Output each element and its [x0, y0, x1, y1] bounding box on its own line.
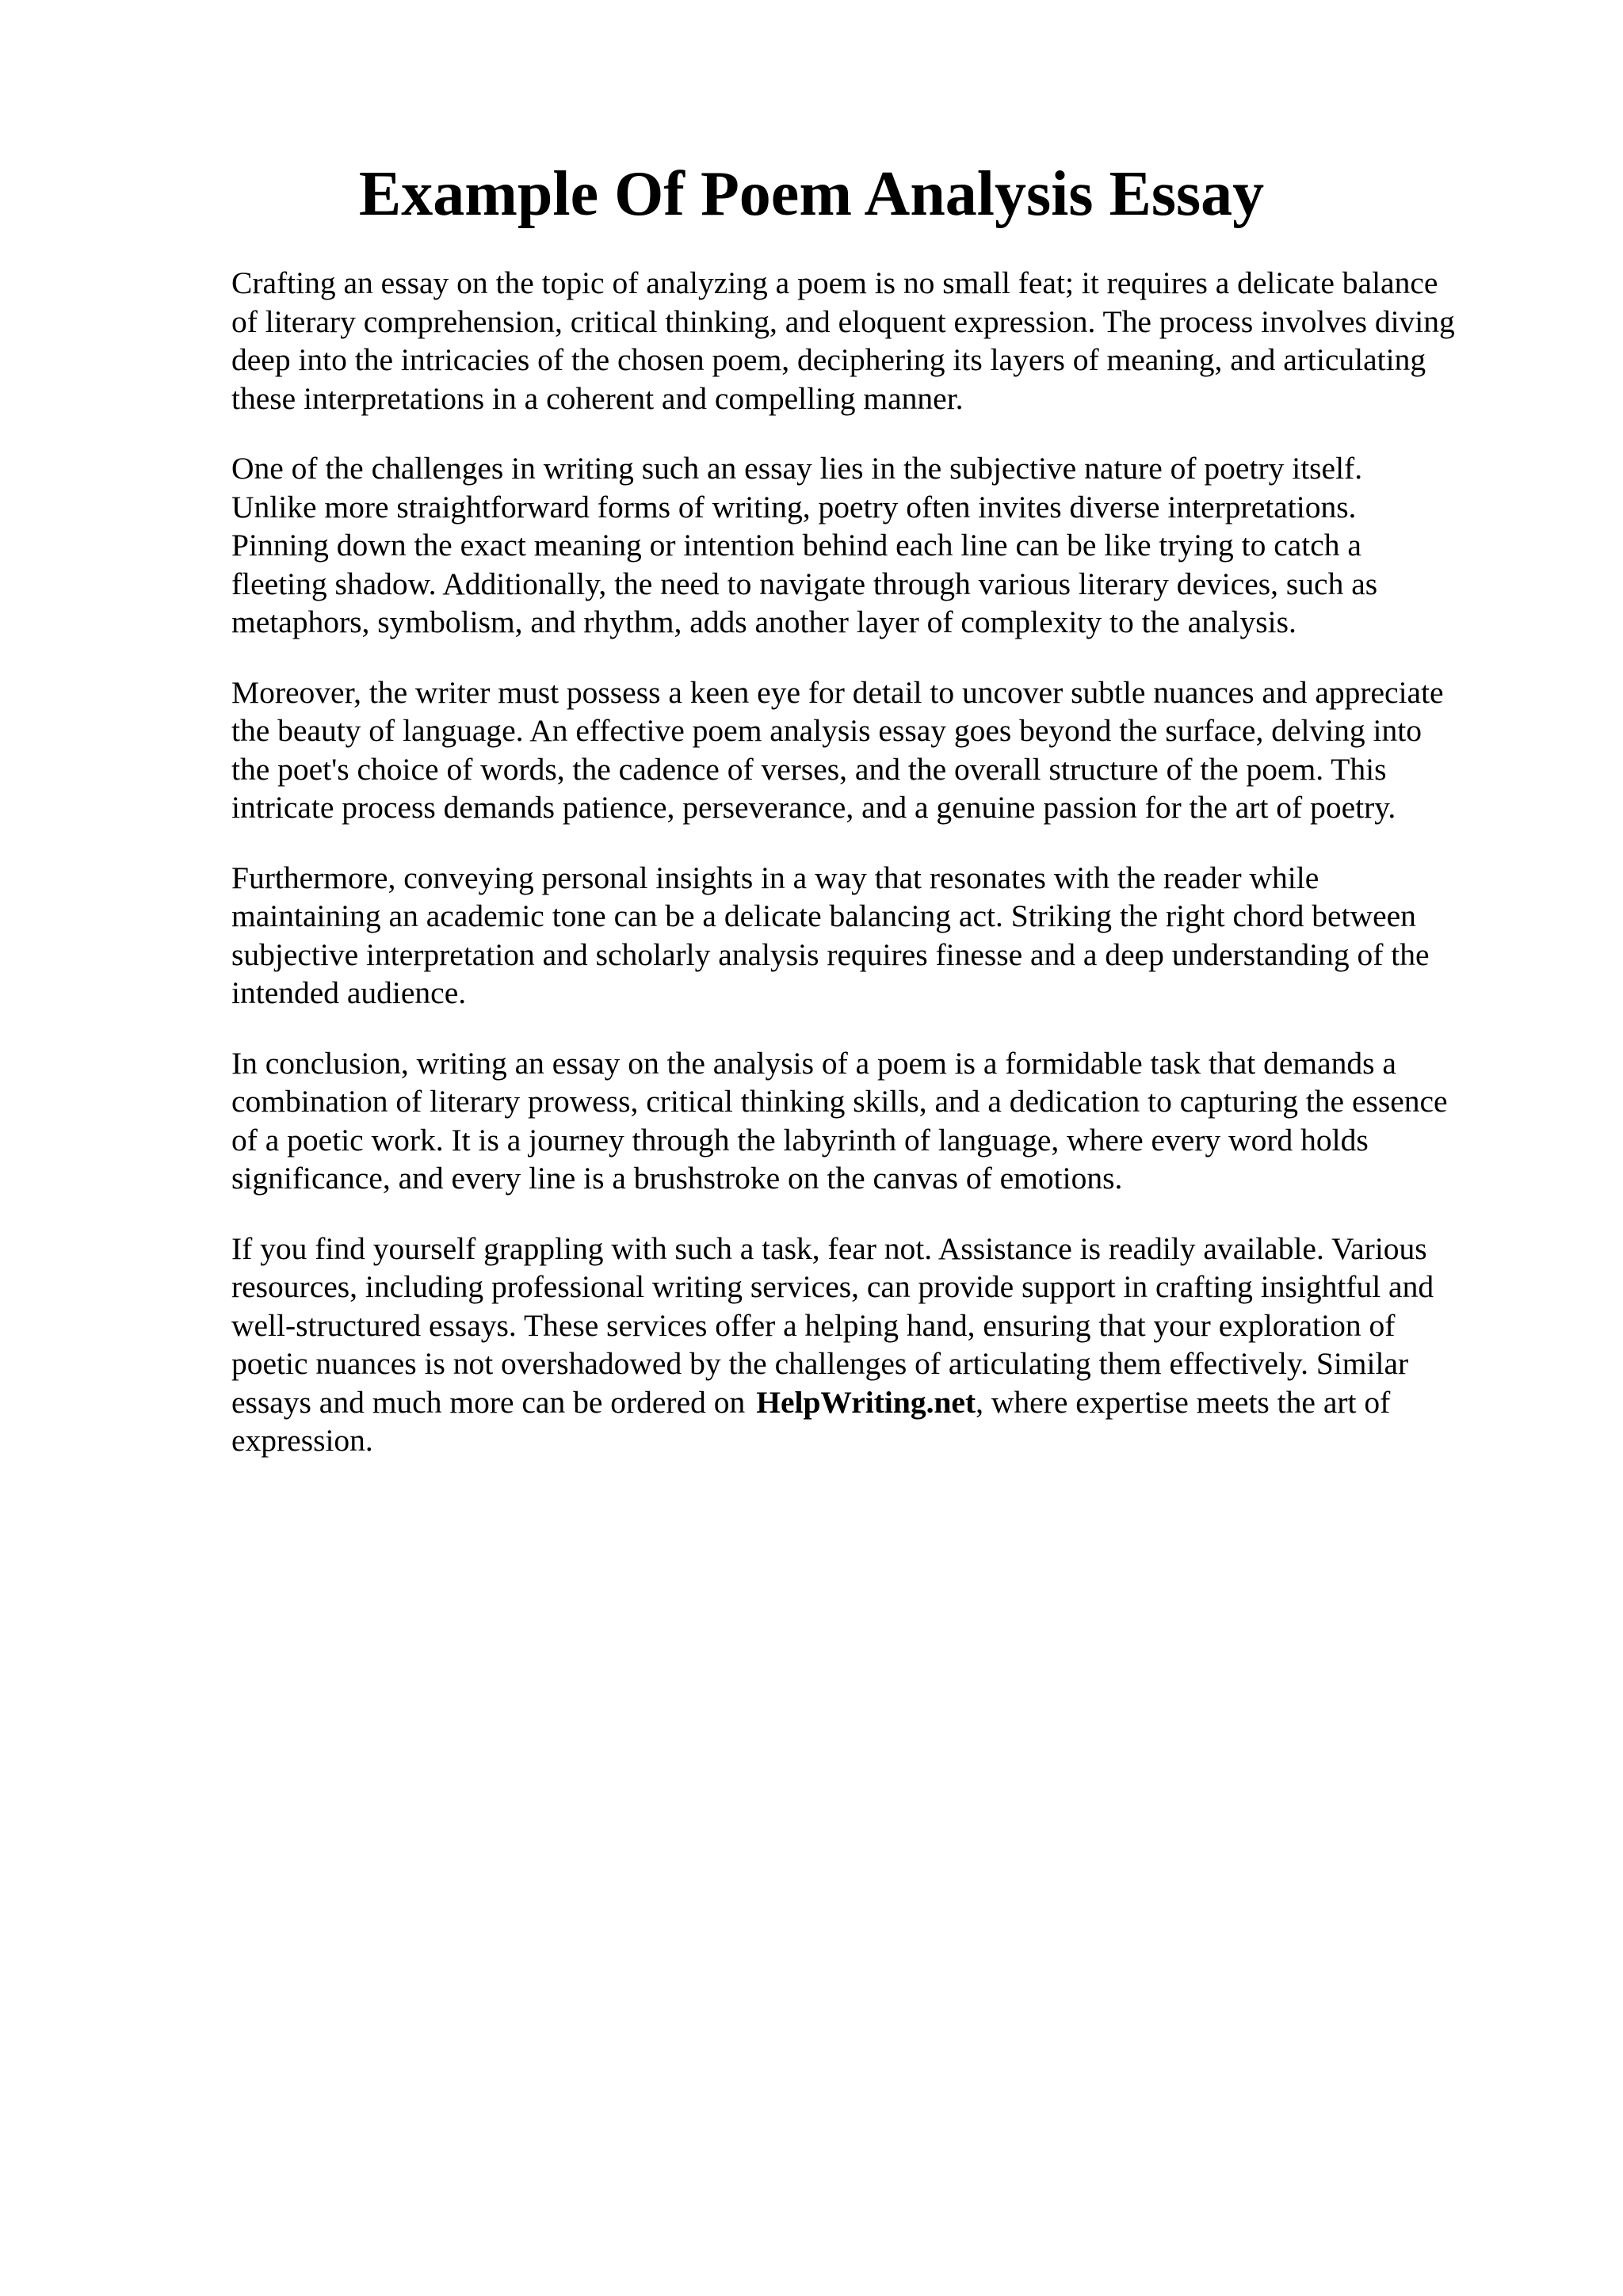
link-line-after: , where expertise meets the art of — [976, 1384, 1391, 1420]
text-line: the poet's choice of words, the cadence of verses, and the overall structure of the poem. This — [231, 751, 1387, 787]
helpwriting-link[interactable]: HelpWriting.net — [756, 1384, 976, 1420]
text-line: intended audience. — [231, 975, 467, 1010]
link-line-before: essays and much more can be ordered on — [231, 1384, 746, 1420]
text-line: One of the challenges in writing such an essay lies in the subjective nature of poetry itself. — [231, 451, 1363, 486]
text-line: fleeting shadow. Additionally, the need to navigate through various literary devices, such as — [231, 566, 1378, 601]
text-line: of literary comprehension, critical thinking, and eloquent expression. The process involves diving — [231, 303, 1455, 339]
paragraph-4 — [231, 859, 1531, 1013]
text-line: poetic nuances is not overshadowed by the challenges of articulating them effectively. Similar — [231, 1346, 1409, 1381]
text-line: Moreover, the writer must possess a keen eye for detail to uncover subtle nuances and appreciate — [231, 674, 1444, 710]
text-line: of a poetic work. It is a journey through the labyrinth of language, where every word holds — [231, 1122, 1369, 1158]
link-line — [231, 1383, 1531, 1422]
text-line: these interpretations in a coherent and compelling manner. — [231, 380, 964, 416]
text-line: Unlike more straightforward forms of writing, poetry often invites diverse interpretations. — [231, 489, 1357, 524]
text-line: In conclusion, writing an essay on the analysis of a poem is a formidable task that demands a — [231, 1045, 1396, 1081]
text-line: the beauty of language. An effective poem analysis essay goes beyond the surface, delving into — [231, 713, 1423, 748]
text-line: Furthermore, conveying personal insights in a way that resonates with the reader while — [231, 860, 1319, 895]
text-line: subjective interpretation and scholarly analysis requires finesse and a deep understanding of the — [231, 936, 1430, 972]
page-title: Example Of Poem Analysis Essay — [358, 159, 1265, 229]
text-line: maintaining an academic tone can be a delicate balancing act. Striking the right chord between — [231, 898, 1416, 933]
paragraph-6 — [231, 1230, 1531, 1460]
text-line: deep into the intricacies of the chosen poem, deciphering its layers of meaning, and articulating — [231, 342, 1426, 377]
text-line: significance, and every line is a brushstroke on the canvas of emotions. — [231, 1161, 1123, 1196]
text-line: expression. — [231, 1423, 373, 1458]
text-line: Crafting an essay on the topic of analyzing a poem is no small feat; it requires a delicate balance — [231, 265, 1438, 300]
paragraph-1 — [231, 264, 1531, 418]
text-line: resources, including professional writing services, can provide support in crafting insightful and — [231, 1269, 1434, 1304]
paragraph-3 — [231, 673, 1531, 827]
text-line: metaphors, symbolism, and rhythm, adds another layer of complexity to the analysis. — [231, 605, 1296, 639]
essay-body — [231, 264, 1531, 1492]
paragraph-2 — [231, 449, 1531, 642]
text-line: intricate process demands patience, perseverance, and a genuine passion for the art of poetry. — [231, 790, 1396, 825]
text-line: If you find yourself grappling with such a task, fear not. Assistance is readily available. Various — [231, 1230, 1427, 1266]
text-line: Pinning down the exact meaning or intention behind each line can be like trying to catch a — [231, 528, 1361, 563]
paragraph-5 — [231, 1044, 1531, 1198]
text-line: combination of literary prowess, critical thinking skills, and a dedication to capturing the essence — [231, 1084, 1448, 1119]
text-line: well-structured essays. These services offer a helping hand, ensuring that your exploration of — [231, 1307, 1396, 1343]
